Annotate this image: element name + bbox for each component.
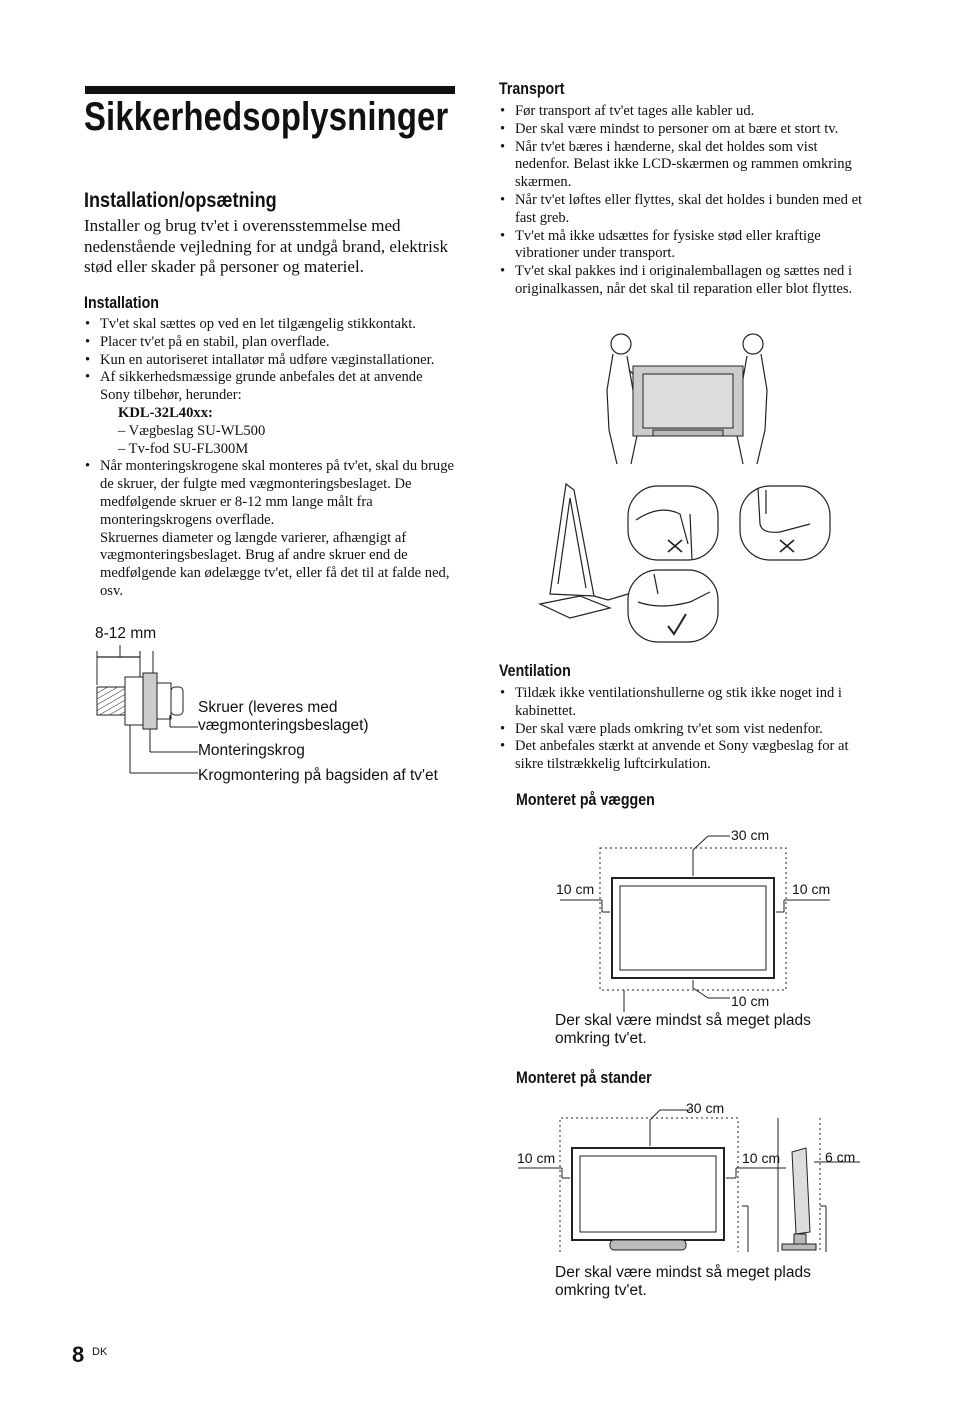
list-item-text: Af sikkerhedsmæssige grunde anbefales det at anvende Sony tilbehør, herunder: [100, 369, 423, 404]
installation-heading: Installation/opsætning [84, 189, 277, 212]
model-number: KDL-32L40xx: [118, 404, 213, 421]
page-title: Sikkerhedsoplysninger [84, 95, 449, 139]
label-back-text: Krogmontering på bagsiden af tv'et [198, 767, 438, 784]
stand-caption: Der skal være mindst så meget plads omkring tv'et. [555, 1264, 811, 1299]
ventilation-list [499, 685, 871, 774]
stand-right-label: 10 cm [742, 1150, 781, 1166]
page-lang-code: DK [92, 1346, 108, 1358]
list-item: • Kun en autoriseret intallatør må udføre væginstallationer. [84, 352, 456, 370]
label-screws-text: Skruer (leveres med vægmonteringsbeslaget) [198, 699, 369, 734]
list-item: • Der skal være mindst to personer om at bære et stort tv. [499, 121, 871, 139]
list-item: • Tildæk ikke ventilationshullerne og stik ikke noget ind i kabinettet. [499, 685, 871, 721]
wall-left-label: 10 cm [556, 881, 595, 897]
installation-subheading: Installation [84, 294, 159, 312]
wall-mount-heading: Monteret på væggen [516, 791, 655, 809]
list-item: • Når tv'et bæres i hænderne, skal det holdes som vist nedenfor. Belast ikke LCD-skærmen og rammen omkring skærmen. [499, 139, 871, 192]
list-item: • Før transport af tv'et tages alle kabler ud. [499, 103, 871, 121]
stand-clearance-diagram [520, 1100, 840, 1260]
stand-mount-heading: Monteret på stander [516, 1069, 652, 1087]
list-item: • Tv'et må ikke udsættes for fysiske stød eller kraftige vibrationer under transport. [499, 228, 871, 264]
list-item: • Når tv'et løftes eller flyttes, skal det holdes i bunden med et fast greb. [499, 192, 871, 228]
list-item [84, 458, 456, 600]
carrying-illustration [603, 330, 773, 465]
installation-list [84, 316, 456, 601]
handling-illustration [540, 484, 840, 644]
stand-left-label: 10 cm [517, 1150, 556, 1166]
transport-heading: Transport [499, 80, 565, 98]
screw-diagram [90, 645, 210, 775]
wall-right-label: 10 cm [792, 881, 831, 897]
installation-intro: Installer og brug tv'et i overensstemmelse med nedenstående vejledning for at undgå brand, elektrisk stød eller skader på personer og materiel. [84, 216, 448, 276]
list-item: • Tv'et skal sættes op ved en let tilgængelig stikkontakt. [84, 316, 456, 334]
list-item [84, 369, 456, 458]
label-screws [198, 699, 398, 735]
list-item-text-2: Skruernes diameter og længde varierer, afhængigt af vægmonteringsbeslaget. Brug af andre skruer end de medfølgende kan ødelægge tv'et, eller få det til at falde ned, osv. [100, 529, 450, 599]
transport-list [499, 103, 871, 299]
list-item-text: Når monteringskrogene skal monteres på tv'et, skal du bruge de skruer, der fulgte med vægmonteringsbeslaget. De medfølgende skruer er 8-12 mm lange målt fra monteringskrogens overflade. [100, 458, 454, 528]
list-item: • Placer tv'et på en stabil, plan overflade. [84, 334, 456, 352]
list-item: • Der skal være plads omkring tv'et som vist nedenfor. [499, 721, 871, 739]
stand-top-label: 30 cm [686, 1100, 725, 1116]
wall-clearance-diagram [590, 830, 830, 1005]
list-item: • Tv'et skal pakkes ind i originalemballagen og sættes ned i originalkassen, når det skal til reparation eller blot flyttes. [499, 263, 871, 299]
stand-side-label: 6 cm [825, 1149, 856, 1165]
wall-caption: Der skal være mindst så meget plads omkring tv'et. [555, 1012, 811, 1047]
wall-top-label: 30 cm [731, 827, 770, 843]
list-item: • Det anbefales stærkt at anvende et Sony vægbeslag for at sikre tilstrækkelig luftcirkulation. [499, 738, 871, 774]
accessory-wall-bracket: – Vægbeslag SU-WL500 [118, 422, 266, 439]
title-rule [85, 86, 455, 94]
label-back [198, 767, 438, 785]
label-hook: Monteringskrog [198, 742, 305, 759]
accessory-stand: – Tv-fod SU-FL300M [118, 440, 249, 457]
screw-length-label: 8-12 mm [95, 625, 157, 642]
page-number: 8 [72, 1342, 85, 1367]
ventilation-heading: Ventilation [499, 662, 571, 680]
wall-bottom-label: 10 cm [731, 993, 770, 1009]
